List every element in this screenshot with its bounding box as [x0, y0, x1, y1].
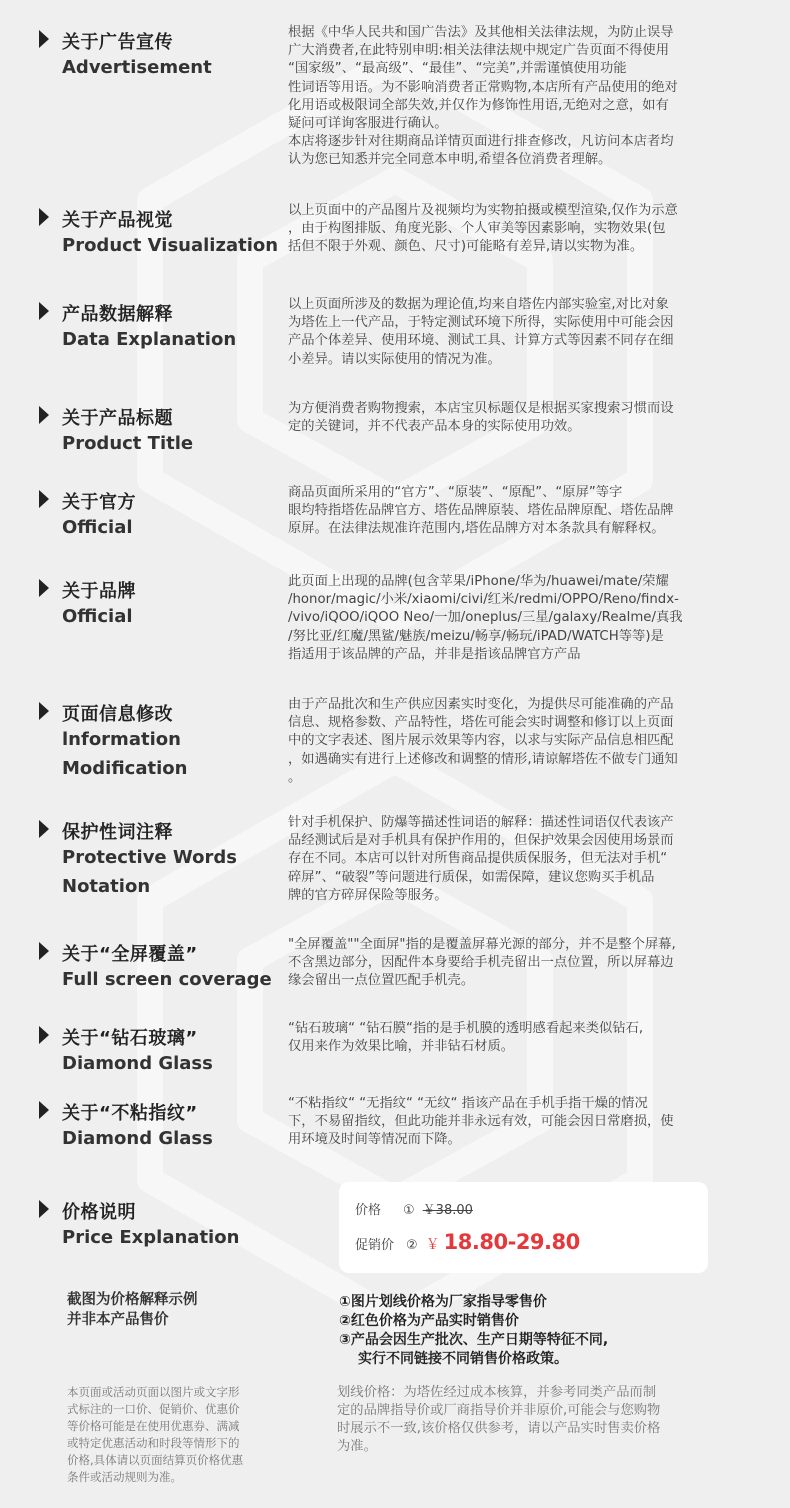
section-arrow-icon — [39, 702, 49, 720]
section-title-en: Full screen coverage — [62, 969, 272, 990]
description-line: /honor/magic/小米/xiaomi/civi/红米/redmi/OPPO/Reno/findx- — [288, 592, 679, 608]
description-line: "全屏覆盖""全面屏"指的是覆盖屏幕光源的部分，并不是整个屏幕, — [288, 937, 676, 952]
description-line: 下，不易留指纹，但此功能并非永远有效，可能会因日常磨损，使 — [288, 1114, 674, 1130]
footer-line: 式标注的一口价、促销价、优惠价 — [67, 1402, 240, 1416]
description-line: 商品页面所采用的“官方”、“原装”、“原配”、“原屏”等字 — [288, 485, 623, 500]
description-line: 不含黑边部分，因配件本身要给手机壳留出一点位置，所以屏幕边 — [288, 955, 674, 971]
section-description — [288, 400, 736, 436]
section-arrow-icon — [39, 490, 49, 508]
description-line: 针对手机保护、防爆等描述性词语的解释：描述性词语仅代表该产 — [288, 815, 674, 830]
description-line: 。 — [288, 769, 302, 785]
original-price: ￥38.00 — [422, 1203, 473, 1218]
example-note-line: 并非本产品售价 — [67, 1312, 169, 1328]
footer-note-right — [337, 1384, 707, 1456]
section-title-en: Data Explanation — [62, 329, 237, 350]
description-line: 存在不同。本店可以针对所售商品提供质保服务，但无法对手机“ — [288, 851, 668, 867]
description-line: 本店将逐步针对往期商品详情页面进行排查修改，凡访问本店者均 — [288, 134, 674, 150]
section-description — [288, 202, 736, 257]
section-description — [288, 1095, 736, 1150]
example-note-line: 截图为价格解释示例 — [67, 1292, 198, 1308]
description-line: “钻石玻璃“ “钻石膜“指的是手机膜的透明感看起来类似钻石, — [288, 1021, 644, 1036]
original-price-row — [355, 1199, 473, 1218]
section-arrow-icon — [39, 208, 49, 226]
section-title-en: lnformation — [62, 729, 181, 750]
description-line: 广大消费者,在此特别申明:相关法律法规中规定广告页面不得使用 — [288, 43, 670, 59]
section-description — [288, 296, 736, 369]
description-line: 此页面上出现的品牌(包含苹果/iPhone/华为/huawei/mate/荣耀 — [288, 574, 669, 589]
description-line: 品经测试后是对手机具有保护作用的，但保护效果会因使用场景而 — [288, 833, 674, 849]
section-title-en: Official — [62, 517, 133, 538]
price-legend — [339, 1293, 608, 1369]
section-title-zh: 关于广告宣传 — [62, 32, 173, 53]
section-title-zh: 页面信息修改 — [62, 704, 173, 725]
description-line: 为塔佐上一代产品，于特定测试环境下所得，实际使用中可能会因 — [288, 315, 674, 331]
description-line: 以上页面所涉及的数据为理论值,均来自塔佐内部实验室,对比对象 — [288, 297, 669, 312]
section-title-zh: 保护性词注释 — [62, 822, 173, 843]
section-arrow-icon — [39, 406, 49, 424]
legend-item: ①图片划线价格为厂家指导零售价 — [339, 1294, 547, 1310]
section-description — [288, 484, 736, 539]
section-title-zh: 关于“钻石玻璃” — [62, 1028, 198, 1049]
description-line: 原屏。在法律法规准许范围内,塔佐品牌方对本条款具有解释权。 — [288, 521, 665, 537]
section-arrow-icon — [39, 1026, 49, 1044]
legend-item: ②红色价格为产品实时销售价 — [339, 1313, 519, 1329]
section-title-en: Notation — [62, 876, 151, 897]
description-line: /vivo/iQOO/iQOO Neo/一加/oneplus/三星/galaxy/Realme/真我 — [288, 610, 683, 626]
section-title-en: Official — [62, 606, 133, 627]
description-line: 碎屏”、“破裂”等问题进行质保，如需保障，建议您购买手机品 — [288, 869, 655, 885]
description-line: /努比亚/红魔/黑鲨/魅族/meizu/畅享/畅玩/iPAD/WATCH等等)是 — [288, 628, 664, 644]
description-line: 括但不限于外观、颜色、尺寸)可能略有差异,请以实物为准。 — [288, 239, 644, 255]
section-title-zh: 关于产品视觉 — [62, 210, 173, 231]
price-label: 价格 — [355, 1203, 382, 1218]
description-line: 中的文字表述、图片展示效果等内容，以求与实际产品信息相匹配 — [288, 733, 674, 749]
section-arrow-icon — [39, 302, 49, 320]
footer-line: 价格,具体请以页面结算页价格优惠 — [67, 1453, 244, 1467]
description-line: 缘会留出一点位置匹配手机壳。 — [288, 973, 475, 989]
description-line: 产品个体差异、使用环境、测试工具、计算方式等因素不同存在细 — [288, 333, 674, 349]
section-title-en: Diamond Glass — [62, 1053, 213, 1074]
description-line: ，如遇确实有进行上述修改和调整的情形,请谅解塔佐不做专门通知 — [288, 751, 678, 767]
section-arrow-icon — [39, 820, 49, 838]
section-title-zh: 关于“全屏覆盖” — [62, 944, 198, 965]
description-line: “不粘指纹“ “无指纹“ “无纹“ 指该产品在手机手指干燥的情况 — [288, 1096, 648, 1111]
description-line: 用环境及时间等情况而下降。 — [288, 1132, 461, 1148]
section-description — [288, 573, 736, 664]
section-arrow-icon — [39, 942, 49, 960]
description-line: 以上页面中的产品图片及视频均为实物拍摄或模型渲染,仅作为示意 — [288, 203, 678, 218]
description-line: 小差异。请以实际使用的情况为准。 — [288, 351, 501, 367]
description-line: 化用语或极限词全部失效,并仅作为修饰性用语,无绝对之意，如有 — [288, 97, 669, 113]
section-title-zh: 关于产品标题 — [62, 408, 173, 429]
legend-item: 实行不同链接不同销售价格政策。 — [358, 1351, 568, 1367]
promo-price-label: 促销价 — [355, 1238, 395, 1253]
section-arrow-icon — [39, 1200, 49, 1218]
description-line: “国家级”、“最高级”、“最佳”、“完美”,并需谨慎使用功能 — [288, 61, 627, 77]
description-line: 性词语等用语。为不影响消费者正常购物,本店所有产品使用的绝对 — [288, 79, 678, 95]
description-line: 定的关键词，并不代表产品本身的实际使用功效。 — [288, 419, 581, 435]
footer-line: 或特定优惠活动和时段等情形下的 — [67, 1436, 240, 1450]
yen-sign: ￥ — [425, 1237, 440, 1253]
footer-line: 本页面或活动页面以图片或文字形 — [67, 1385, 240, 1399]
section-title-en: Protective Words — [62, 847, 237, 868]
footer-line: 条件或活动规则为准。 — [67, 1470, 182, 1484]
footer-line: 时展示不一致,该价格仅供参考，请以产品实时售卖价格 — [337, 1421, 661, 1436]
section-description — [288, 814, 736, 905]
section-title-en: Modification — [62, 758, 188, 779]
promo-price: 18.80-29.80 — [443, 1230, 580, 1254]
description-line: 为方便消费者购物搜索，本店宝贝标题仅是根据买家搜索习惯而设 — [288, 401, 674, 416]
footer-line: 定的品牌指导价或厂商指导价并非原价,可能会与您购物 — [337, 1403, 661, 1418]
description-line: 指适用于该品牌的产品，并非是指该品牌官方产品 — [288, 646, 581, 662]
footer-line: 划线价格：为塔佐经过成本核算，并参考同类产品而制 — [337, 1385, 657, 1400]
description-line: 眼均特指塔佐品牌官方、塔佐品牌原装、塔佐品牌原配、塔佐品牌 — [288, 503, 674, 519]
section-arrow-icon — [39, 30, 49, 48]
section-title-en: Product Title — [62, 433, 194, 454]
footer-line: 等价格可能是在使用优惠券、满减 — [67, 1419, 240, 1433]
section-title-zh: 价格说明 — [62, 1202, 136, 1223]
legend-item: ③产品会因生产批次、生产日期等特征不同, — [339, 1332, 609, 1348]
description-line: 由于产品批次和生产供应因素实时变化，为提供尽可能准确的产品 — [288, 697, 674, 712]
section-title-zh: 关于“不粘指纹” — [62, 1103, 198, 1124]
marker-1: ① — [403, 1203, 415, 1218]
section-arrow-icon — [39, 579, 49, 597]
section-title-en: Product Visualization — [62, 235, 279, 256]
section-arrow-icon — [39, 1101, 49, 1119]
footer-line: 为准。 — [337, 1439, 377, 1454]
marker-2: ② — [406, 1238, 418, 1253]
section-title-en: Advertisement — [62, 57, 212, 78]
description-line: 信息、规格参数、产品特性，塔佐可能会实时调整和修订以上页面 — [288, 715, 674, 731]
description-line: 牌的官方碎屏保险等服务。 — [288, 887, 448, 903]
section-title-en: Price Explanation — [62, 1227, 240, 1248]
description-line: 根据《中华人民共和国广告法》及其他相关法律法规，为防止误导 — [288, 25, 674, 40]
promo-price-row — [355, 1230, 580, 1254]
description-line: 仅用来作为效果比喻，并非钻石材质。 — [288, 1039, 515, 1055]
section-title-zh: 关于官方 — [62, 492, 136, 513]
section-description — [288, 936, 736, 991]
example-note — [67, 1290, 198, 1330]
section-description — [288, 24, 736, 170]
price-example-card — [339, 1182, 708, 1273]
description-line: 认为您已知悉并完全同意本申明,希望各位消费者理解。 — [288, 152, 612, 168]
section-title-en: Diamond Glass — [62, 1128, 213, 1149]
description-line: 疑问可详询客服进行确认。 — [288, 116, 448, 132]
section-title-zh: 产品数据解释 — [62, 304, 173, 325]
footer-note-left — [67, 1384, 267, 1486]
section-description — [288, 1020, 736, 1056]
section-title-zh: 关于品牌 — [62, 581, 136, 602]
description-line: ，由于构图排版、角度光影、个人审美等因素影响，实物效果(包 — [288, 221, 666, 237]
section-description — [288, 696, 736, 787]
